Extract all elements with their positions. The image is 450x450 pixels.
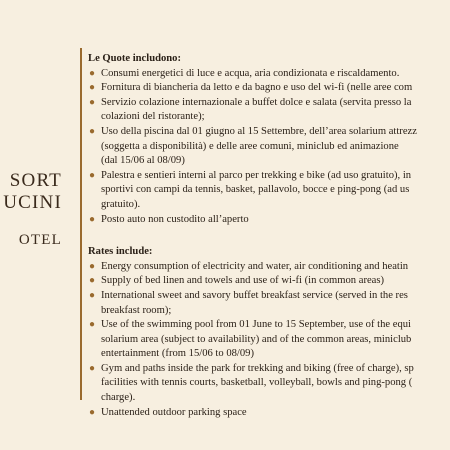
list-item-text: Posto auto non custodito all’aperto: [101, 213, 249, 225]
list-item: [88, 81, 450, 96]
rates-content: [88, 52, 450, 420]
list-item: [88, 274, 450, 289]
bullet-icon: ●: [89, 260, 96, 272]
list-item-text: Unattended outdoor parking space: [101, 406, 247, 418]
bullet-icon: ●: [89, 406, 96, 418]
list-item: [88, 67, 450, 82]
list-item-text: Fornitura di biancheria da letto e da bagno e uso del wi-fi (nelle aree com: [101, 82, 413, 94]
bullet-icon: ●: [89, 169, 96, 181]
bullet-icon: ●: [89, 67, 96, 79]
list-item-text: Servizio colazione internazionale a buffet dolce e salata (servita presso la colazioni del ristorante);: [101, 96, 412, 123]
list-item-text: Supply of bed linen and towels and use of wi-fi (in common areas): [101, 275, 385, 287]
italian-list: [88, 67, 450, 228]
english-list: [88, 260, 450, 421]
list-item-text: Uso della piscina dal 01 giugno al 15 Settembre, dell’area solarium attrezz (soggetta a disponibilità) e delle aree comuni, miniclub ed animazione (dal 15/06 al 08/09): [101, 125, 417, 167]
list-item: [88, 318, 450, 362]
italian-heading: Le Quote includono:: [88, 53, 182, 64]
brand-line-1: SORT: [9, 170, 62, 191]
list-item: [88, 406, 450, 421]
english-heading: Rates include:: [88, 246, 153, 258]
list-item: [88, 260, 450, 275]
list-item-text: International sweet and savory buffet breakfast service (served in the res breakfast room);: [101, 289, 408, 316]
bullet-icon: ●: [89, 213, 96, 225]
bullet-icon: ●: [89, 96, 96, 108]
list-item-text: Consumi energetici di luce e acqua, aria condizionata e riscaldamento.: [101, 67, 400, 79]
bullet-icon: ●: [89, 289, 96, 301]
list-item-text: Gym and paths inside the park for trekking and biking (free of charge), sp facilities with tennis courts, basketball, volleyball, bowls and ping-pong ( charge).: [101, 362, 414, 404]
list-item-text: Use of the swimming pool from 01 June to 15 September, use of the equi solarium area (subject to availability) and of the common areas, miniclub entertainment (from 15/06 to 08/09): [101, 319, 412, 360]
bullet-icon: ●: [89, 362, 96, 374]
list-item: [88, 125, 450, 169]
list-item: [88, 96, 450, 125]
brand-line-3: OTEL: [18, 232, 62, 248]
list-item-text: Energy consumption of electricity and water, air conditioning and heatin: [101, 260, 409, 272]
vertical-divider: [80, 48, 82, 400]
brand-line-2: UCINI: [3, 192, 62, 213]
brand-logo-text: [0, 170, 62, 249]
bullet-icon: ●: [89, 82, 96, 94]
bullet-icon: ●: [89, 125, 96, 137]
bullet-icon: ●: [89, 275, 96, 287]
list-item: [88, 362, 450, 406]
bullet-icon: ●: [89, 319, 96, 331]
list-item-text: Palestra e sentieri interni al parco per trekking e bike (ad uso gratuito), in sportivi con campi da tennis, basket, pallavolo, bocce e ping-pong (ad us gratuito).: [101, 169, 412, 210]
list-item: [88, 169, 450, 213]
list-item: [88, 289, 450, 318]
list-item: [88, 213, 450, 228]
